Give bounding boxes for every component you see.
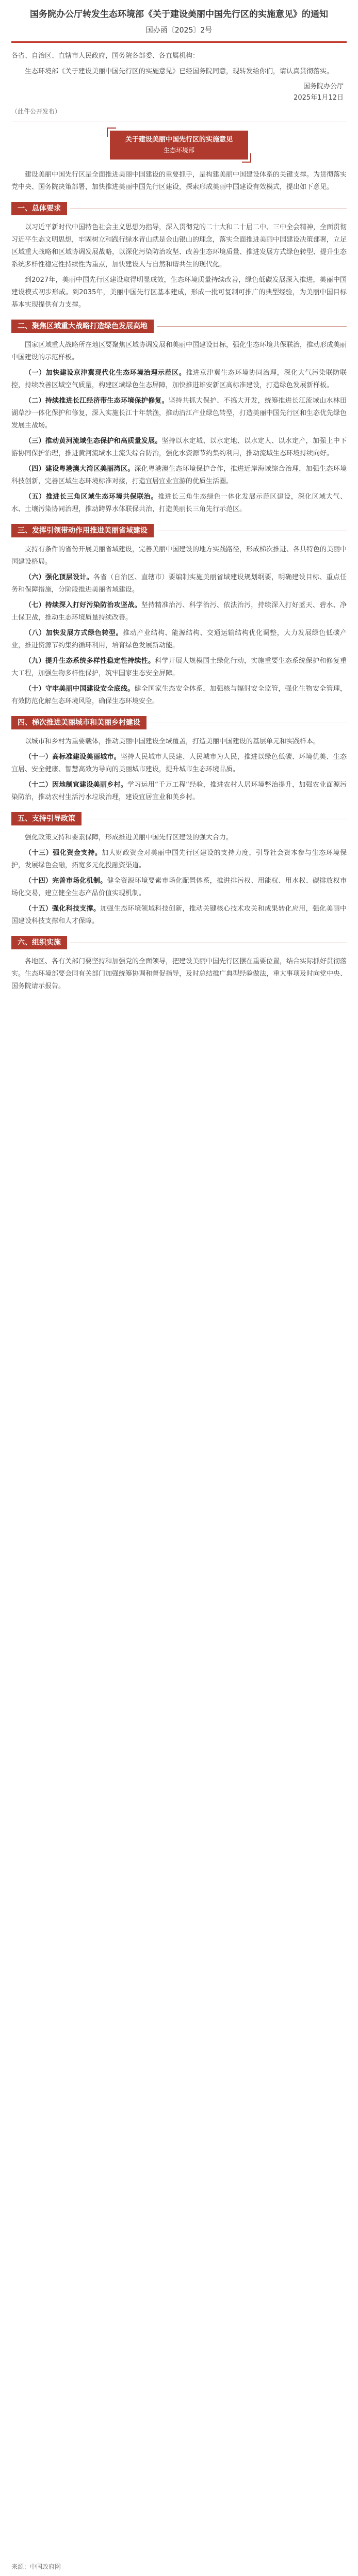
intro-paragraph: 建设美丽中国先行区是全面推进美丽中国建设的重要抓手，是构建美丽中国建设体系的关键支撑。为贯彻落实党中央、国务院决策部署，加快推进美丽中国先行区建设，探索形成美丽中国建设有效模式，提出如下意见。 — [11, 171, 347, 191]
section-tag: 五、支持引导政策 — [11, 812, 82, 825]
section-heading-5 — [11, 812, 347, 825]
paragraph: 强化政策支持和要素保障，形成推进美丽中国先行区建设的强大合力。 — [25, 834, 233, 841]
item-body: 推进长三角生态绿色一体化发展示范区建设，深化区域大气、水、土壤污染协同治理，推动跨界水体联保共治，打造美丽长三角先行示范区。 — [11, 493, 347, 513]
item-body: 学习运用“千万工程”经验，推进农村人居环境整治提升，加强农业面源污染防治，推动农村生活污水垃圾治理，建设宜居宜业和美乡村。 — [11, 781, 347, 801]
item-heading: （十三）强化资金支持。 — [25, 849, 102, 857]
paragraph: 各地区、各有关部门要坚持和加强党的全面领导，把建设美丽中国先行区摆在重要位置，结合实际抓好贯彻落实。生态环境部要会同有关部门加强统筹协调和督促指导，及时总结推广典型经验做法，重大事项及时向党中央、国务院请示报告。 — [11, 958, 347, 990]
item-heading: （二）持续推进长江经济带生态环境保护修复。 — [25, 397, 169, 405]
section-tag: 一、总体要求 — [11, 202, 67, 215]
section-heading-6 — [11, 936, 347, 949]
section-heading-4 — [11, 716, 347, 729]
document-number: 国办函〔2025〕2号 — [145, 26, 213, 35]
issuer: 国务院办公厅 — [303, 83, 344, 90]
section-rule — [157, 326, 347, 327]
section-heading-1 — [11, 202, 347, 215]
section-tag: 三、发挥引领带动作用推进美丽省域建设 — [11, 524, 154, 537]
public-note: （此件公开发布） — [11, 108, 61, 115]
item-body: 健全资源环境要素市场化配置体系，推进排污权、用能权、用水权、碳排放权市场化交易，建立健全生态产品价值实现机制。 — [11, 877, 347, 897]
item-heading: （三）推动黄河流域生态保护和高质量发展。 — [25, 437, 162, 445]
paragraph: 以城市和乡村为重要载体，推动美丽中国建设全域覆盖，打造美丽中国建设的基层单元和实践样本。 — [25, 738, 320, 745]
paragraph: 以习近平新时代中国特色社会主义思想为指导，深入贯彻党的二十大和二十届二中、三中全会精神，全面贯彻习近平生态文明思想，牢固树立和践行绿水青山就是金山银山的理念，落实全面推进美丽中国建设决策部署，立足区域重大战略和区域协调发展战略，以深化污染防治攻坚、改善生态环境质量、推进发展方式绿色转型、提升生态系统多样性稳定性持续性为重点，加快建设人与自然和谐共生的现代化。 — [11, 224, 347, 268]
item-heading: （十一）高标准建设美丽城市。 — [25, 753, 121, 761]
item-body: 加强生态环境领域科技创新，推动关键核心技术攻关和成果转化应用，强化美丽中国建设科技支撑和人才保障。 — [11, 905, 347, 925]
item-heading: （十五）强化科技支撑。 — [25, 905, 101, 913]
item-body: 推动产业结构、能源结构、交通运输结构优化调整，大力发展绿色低碳产业，推进资源节约集约循环利用，培育绿色发展新动能。 — [11, 629, 347, 649]
item-body: 坚持人民城市人民建、人民城市为人民，推进以绿色低碳、环境优美、生态宜居、安全健康、智慧高效为导向的美丽城市建设，提升城市生态环境品质。 — [11, 753, 347, 773]
item-heading: （十二）因地制宜建设美丽乡村。 — [25, 781, 127, 789]
paragraph: 到2027年，美丽中国先行区建设取得明显成效，生态环境质量持续改善，绿色低碳发展深入推进，美丽中国建设模式初步形成。到2035年，美丽中国先行区基本建成，形成一批可复制可推广的典型经验，为美丽中国目标基本实现提供有力支撑。 — [11, 276, 347, 309]
item-heading: （九）提升生态系统多样性稳定性持续性。 — [25, 657, 155, 665]
document-author: 生态环境部 — [163, 147, 194, 154]
frame-corner-top-left — [107, 128, 116, 137]
recipients: 各省、自治区、直辖市人民政府，国务院各部委、各直属机构： — [11, 52, 200, 60]
issue-date: 2025年1月12日 — [294, 94, 344, 102]
item-body: 坚持精准治污、科学治污、依法治污，持续深入打好蓝天、碧水、净土保卫战，推动生态环境质量持续改善。 — [11, 601, 347, 622]
document-title: 关于建设美丽中国先行区的实施意见 — [125, 136, 233, 144]
section-heading-2 — [11, 320, 347, 333]
item-body: 推进京津冀生态环境协同治理，深化大气污染联防联控，持续改善区域空气质量，构建区域绿色生态屏障，加快推进雄安新区高标准建设，打造绿色发展新样板。 — [11, 369, 347, 389]
frame-corner-bottom-right — [242, 153, 251, 163]
item-body: 坚持以水定城、以水定地、以水定人、以水定产，加强上中下游协同保护治理，推进黄河流域水土流失综合防治，强化水资源节约集约利用，推动流域生态环境持续向好。 — [11, 437, 347, 457]
item-body: 深化粤港澳生态环境保护合作，推进近岸海域综合治理，加强生态环境科技创新，完善区域生态环境标准对接，打造宜居宜业宜游的优质生活圈。 — [11, 465, 347, 485]
item-body: 各省（自治区、直辖市）要编制实施美丽省域建设规划纲要，明确建设目标、重点任务和保障措施，分阶段推进美丽省域建设。 — [11, 574, 347, 594]
notice-title: 国务院办公厅转发生态环境部《关于建设美丽中国先行区的实施意见》的通知 — [30, 9, 328, 20]
section-tag: 二、聚焦区域重大战略打造绿色发展高地 — [11, 320, 154, 333]
item-heading: （四）建设粤港澳大湾区美丽湾区。 — [25, 465, 135, 473]
paragraph: 支持有条件的省份开展美丽省域建设，完善美丽中国建设的地方实践路径，形成梯次推进、各具特色的美丽中国建设格局。 — [11, 546, 347, 566]
item-body: 坚持共抓大保护、不搞大开发，统筹推进长江流域山水林田湖草沙一体化保护和修复，深入实施长江十年禁渔，推动沿江产业绿色转型，打造美丽中国先行区和生态优先绿色发展主战场。 — [11, 397, 347, 430]
item-heading: （十四）完善市场化机制。 — [25, 877, 107, 885]
item-heading: （八）加快发展方式绿色转型。 — [25, 629, 123, 637]
paragraph: 国家区域重大战略所在地区要聚焦区域协调发展和美丽中国建设目标，强化生态环境共保联治，推动形成美丽中国建设的示范样板。 — [11, 341, 347, 361]
notice-body: 生态环境部《关于建设美丽中国先行区的实施意见》已经国务院同意，现转发给你们，请认真贯彻落实。 — [25, 68, 334, 75]
section-tag: 六、组织实施 — [11, 936, 67, 949]
source-credit: 来源：中国政府网 — [11, 2563, 61, 2570]
section-tag: 四、梯次推进美丽城市和美丽乡村建设 — [11, 716, 147, 729]
item-heading: （七）持续深入打好污染防治攻坚战。 — [25, 601, 141, 609]
item-heading: （五）推进长三角区域生态环境共保联治。 — [25, 493, 158, 501]
item-body: 健全国家生态安全体系，加强核与辐射安全监管，强化生物安全管理，有效防范化解生态环境风险，确保生态环境安全。 — [11, 685, 347, 705]
item-heading: （六）强化顶层设计。 — [25, 574, 93, 581]
document-title-banner — [110, 131, 248, 160]
item-heading: （一）加快建设京津冀现代化生态环境治理示范区。 — [25, 369, 186, 377]
item-heading: （十）守牢美丽中国建设安全底线。 — [25, 685, 135, 693]
item-body: 加大财政资金对美丽中国先行区建设的支持力度，引导社会资本参与生态环境保护，发展绿色金融，拓宽多元化投融资渠道。 — [11, 849, 347, 869]
red-divider — [11, 41, 347, 43]
item-body: 科学开展大规模国土绿化行动，实施重要生态系统保护和修复重大工程，加强生物多样性保护，筑牢国家生态安全屏障。 — [11, 657, 347, 677]
section-heading-3 — [11, 524, 347, 537]
